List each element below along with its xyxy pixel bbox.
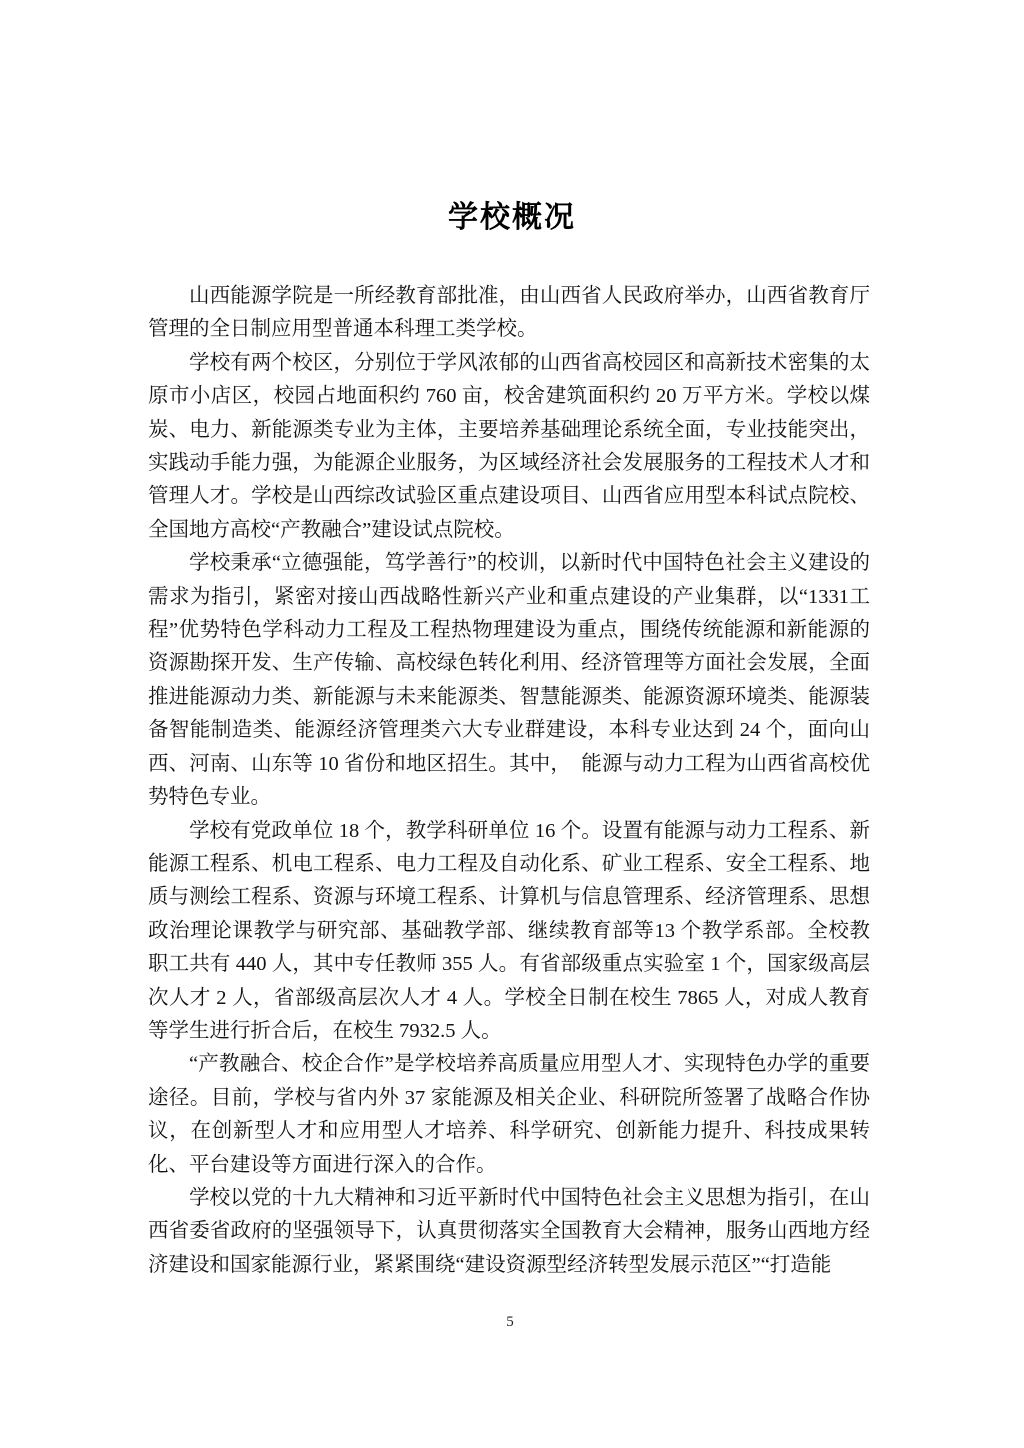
paragraph-departments-staff: 学校有党政单位 18 个，教学科研单位 16 个。设置有能源与动力工程系、新能源工程系、机电工程系、电力工程及自动化系、矿业工程系、安全工程系、地质与测绘工程系、资源与环境工程系、计算机与信息管理系、经济管理系、思想政治理论课教学与研究部、基础教学部、继续教育部等13 个教学系部。全校教职工共有 440 人，其中专任教师 355 人。有省部级重点实验室 1 个，国家级高层次人才 2 人，省部级高层次人才 4 人。学校全日制在校生 7865 人，对成人教育等学生进行折合后，在校生 7932.5 人。 — [148, 819, 870, 1042]
page-title: 学校概况 — [448, 201, 576, 234]
document-body — [148, 280, 870, 1282]
page-number: 5 — [506, 1314, 514, 1330]
paragraph-guiding-ideology: 学校以党的十九大精神和习近平新时代中国特色社会主义思想为指引，在山西省委省政府的坚强领导下，认真贯彻落实全国教育大会精神，服务山西地方经济建设和国家能源行业，紧紧围绕“建设资源型经济转型发展示范区”“打造能 — [148, 1186, 870, 1276]
paragraph-motto-disciplines: 学校秉承“立德强能，笃学善行”的校训，以新时代中国特色社会主义建设的需求为指引，紧密对接山西战略性新兴产业和重点建设的产业集群，以“1331工程”优势特色学科动力工程及工程热物理建设为重点，围绕传统能源和新能源的资源勘探开发、生产传输、高校绿色转化利用、经济管理等方面社会发展，全面推进能源动力类、新能源与未来能源类、智慧能源类、能源资源环境类、能源装备智能制造类、能源经济管理类六大专业群建设，本科专业达到 24 个，面向山西、河南、山东等 10 省份和地区招生。其中， 能源与动力工程为山西省高校优势特色专业。 — [148, 552, 870, 809]
paragraph-campus: 学校有两个校区，分别位于学风浓郁的山西省高校园区和高新技术密集的太原市小店区，校园占地面积约 760 亩，校舍建筑面积约 20 万平方米。学校以煤炭、电力、新能源类专业为主体，主要培养基础理论系统全面，专业技能突出，实践动手能力强，为能源企业服务，为区域经济社会发展服务的工程技术人才和管理人才。学校是山西综改试验区重点建设项目、山西省应用型本科试点院校、全国地方高校“产教融合”建设试点院校。 — [148, 351, 870, 541]
paragraph-cooperation: “产教融合、校企合作”是学校培养高质量应用型人才、实现特色办学的重要途径。目前，学校与省内外 37 家能源及相关企业、科研院所签署了战略合作协议，在创新型人才和应用型人才培养、科学研究、创新能力提升、科技成果转化、平台建设等方面进行深入的合作。 — [148, 1053, 870, 1176]
paragraph-intro: 山西能源学院是一所经教育部批准，由山西省人民政府举办，山西省教育厅管理的全日制应用型普通本科理工类学校。 — [148, 285, 870, 341]
